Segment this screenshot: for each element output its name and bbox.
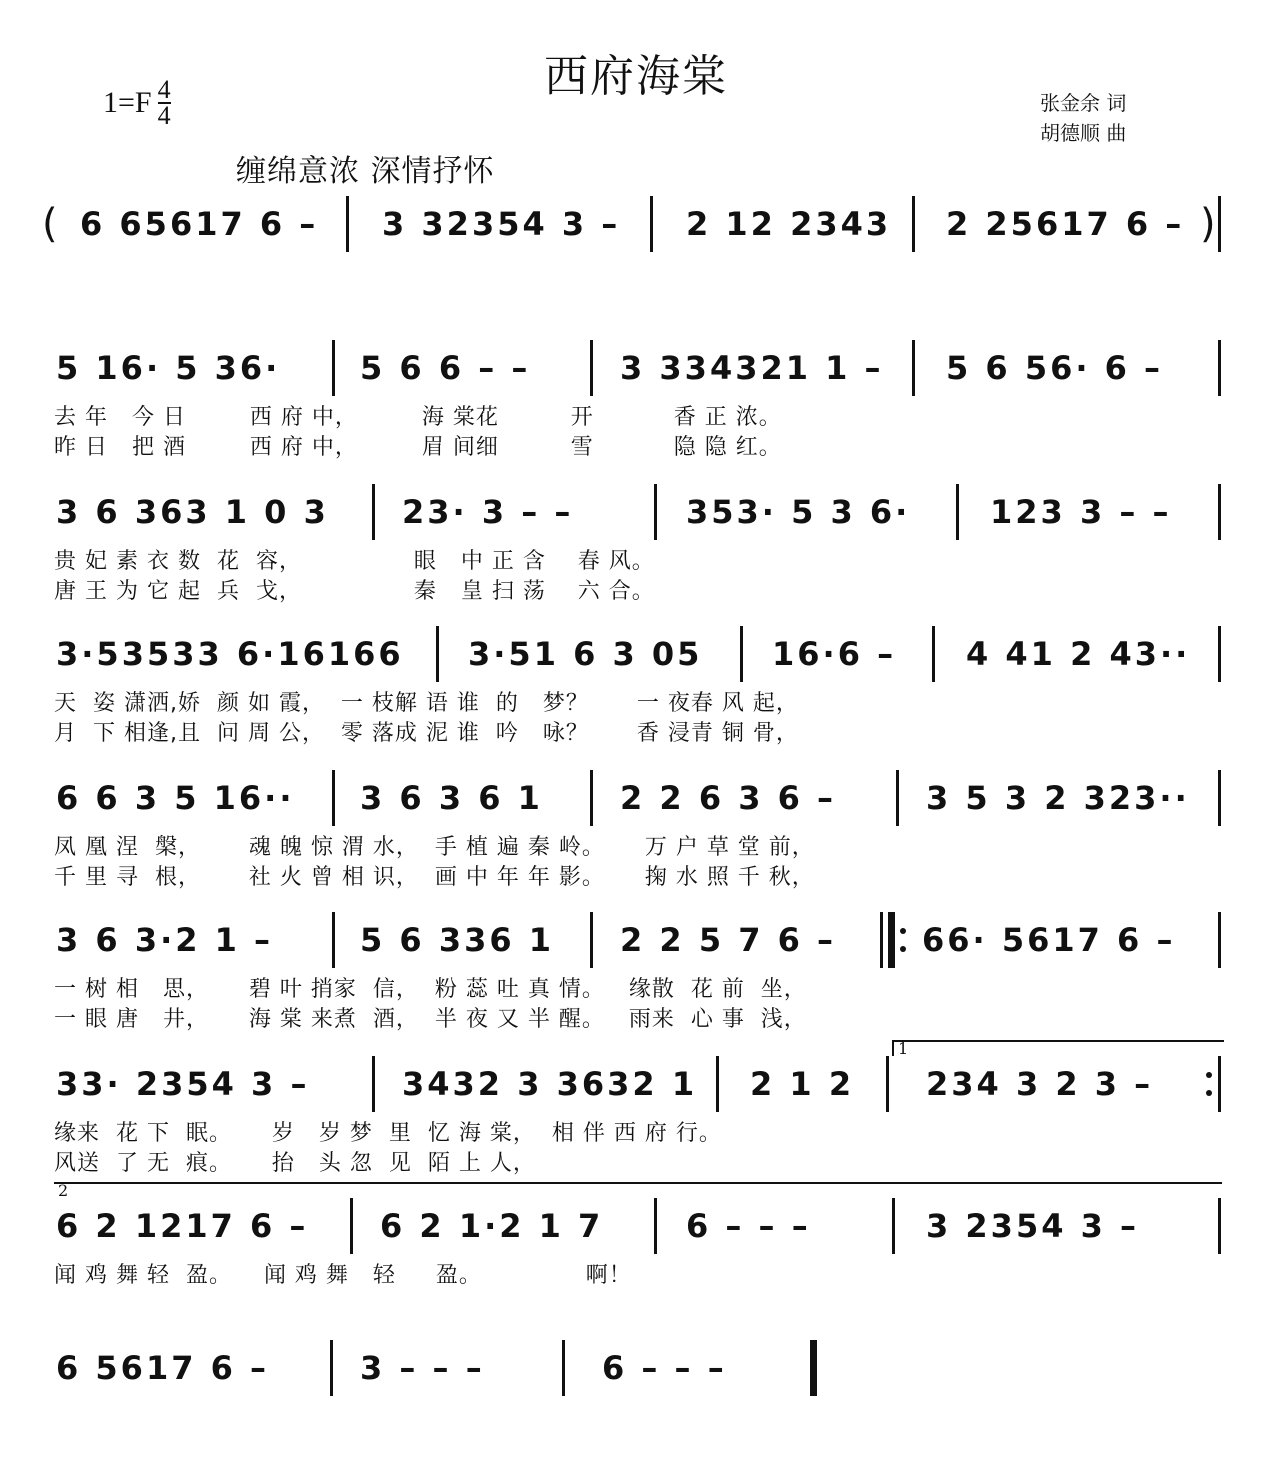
bar-line	[740, 626, 743, 682]
bar-line	[1218, 1056, 1221, 1112]
measure: 6 65617 6 –	[80, 205, 319, 243]
measure: 2 25617 6 –	[946, 205, 1185, 243]
credits	[1040, 88, 1126, 148]
repeat-start-dots	[900, 924, 906, 958]
bar-line	[590, 912, 593, 968]
lyrics-line: 昨 日 把 酒 西 府 中， 眉 间细 雪 隐 隐 红。	[54, 435, 782, 460]
measure: 6 2 1217 6 –	[56, 1207, 309, 1245]
notes-row	[50, 1181, 1230, 1254]
notes-row	[50, 626, 1230, 682]
lyricist-credit: 张金余 词	[1040, 91, 1127, 115]
lyrics-line: 天 姿 潇洒,娇 颜 如 霞， 一 枝解 语 谁 的 梦？ 一 夜春 风 起，	[54, 691, 799, 716]
measure: 3·53533 6·16166	[56, 635, 404, 673]
bar-line	[880, 912, 883, 968]
measure: 3432 3 3632 1	[402, 1065, 698, 1103]
bar-line	[896, 770, 899, 826]
score-system	[50, 1039, 1230, 1176]
bar-line	[1218, 484, 1221, 540]
measure: 2 12 2343	[686, 205, 892, 243]
notes-row	[50, 1340, 1230, 1396]
measure: 33· 2354 3 –	[56, 1065, 310, 1103]
measure: 5 6 336 1	[360, 921, 555, 959]
bar-line	[562, 1340, 565, 1396]
measure: 4 41 2 43··	[966, 635, 1191, 673]
bar-line	[1218, 626, 1221, 682]
bar-line	[330, 1340, 333, 1396]
tempo-marking: 缠绵意浓 深情抒怀	[236, 154, 495, 189]
bar-line	[590, 770, 593, 826]
bar-line	[654, 484, 657, 540]
measure: 3 6 3 6 1	[360, 779, 543, 817]
lyrics-line: 去 年 今 日 西 府 中， 海 棠花 开 香 正 浓。	[54, 405, 782, 430]
lyrics-line: 风送 了 无 痕。 抬 头 忽 见 陌 上 人，	[54, 1151, 536, 1176]
composer-credit: 胡德顺 曲	[1040, 121, 1127, 145]
bar-line	[716, 1056, 719, 1112]
intro-paren-close: )	[1200, 201, 1216, 247]
lyrics-line: 一 眼 唐 井， 海 棠 来煮 酒， 半 夜 又 半 醒。 雨来 心 事 浅，	[54, 1007, 807, 1032]
volta-bracket-2: 2	[54, 1182, 1222, 1198]
bar-line	[346, 196, 349, 252]
lyrics-line: 贵 妃 素 衣 数 花 容， 眼 中 正 含 春 风。	[54, 549, 655, 574]
bar-line	[332, 340, 335, 396]
bar-line	[1218, 340, 1221, 396]
intro-paren-open: (	[42, 201, 58, 247]
score-system	[50, 1340, 1230, 1460]
lyrics-line: 凤 凰 涅 槃， 魂 魄 惊 渭 水， 手 植 遍 秦 岭。 万 户 草 堂 前，	[54, 835, 815, 860]
measure: 234 3 2 3 –	[926, 1065, 1154, 1103]
measure: 23· 3 – –	[402, 493, 574, 531]
notes-row	[50, 912, 1230, 968]
score-system	[50, 484, 1230, 604]
measure: 3 6 363 1 0 3	[56, 493, 329, 531]
measure: 5 6 56· 6 –	[946, 349, 1164, 387]
bar-line	[372, 484, 375, 540]
bar-line	[1218, 196, 1221, 252]
bar-line	[1218, 770, 1221, 826]
notes-row	[50, 484, 1230, 540]
bar-line	[590, 340, 593, 396]
key-signature	[103, 75, 171, 130]
measure: 6 2 1·2 1 7	[380, 1207, 604, 1245]
measure: 3 5 3 2 323··	[926, 779, 1190, 817]
repeat-start-bar	[888, 912, 895, 968]
measure: 123 3 – –	[990, 493, 1172, 531]
bar-line	[810, 1340, 817, 1396]
bar-line	[350, 1198, 353, 1254]
time-signature	[157, 75, 171, 130]
score-system	[50, 912, 1230, 1032]
time-denominator: 4	[157, 101, 171, 130]
bar-line	[372, 1056, 375, 1112]
notes-row	[42, 196, 1230, 252]
bar-line	[912, 340, 915, 396]
bar-line	[956, 484, 959, 540]
measure: 3 2354 3 –	[926, 1207, 1140, 1245]
measure: 2 2 6 3 6 –	[620, 779, 837, 817]
volta-bracket-1: 1	[892, 1040, 1224, 1056]
bar-line	[436, 626, 439, 682]
lyrics-line: 唐 王 为 它 起 兵 戈， 秦 皇 扫 荡 六 合。	[54, 579, 655, 604]
bar-line	[1218, 912, 1221, 968]
score-system	[50, 770, 1230, 890]
time-numerator: 4	[157, 75, 171, 104]
measure: 3 334321 1 –	[620, 349, 884, 387]
bar-line	[332, 912, 335, 968]
measure: 66· 5617 6 –	[922, 921, 1176, 959]
bar-line	[332, 770, 335, 826]
lyrics-line: 一 树 相 思， 碧 叶 捎家 信， 粉 蕊 吐 真 情。 缘散 花 前 坐，	[54, 977, 807, 1002]
notes-row	[50, 770, 1230, 826]
measure: 6 5617 6 –	[56, 1349, 270, 1387]
notes-row	[50, 340, 1230, 396]
score-system	[50, 340, 1230, 460]
lyrics-line: 闻 鸡 舞 轻 盈。 闻 鸡 舞 轻 盈。 啊！	[54, 1263, 632, 1288]
measure: 6 6 3 5 16··	[56, 779, 295, 817]
bar-line	[912, 196, 915, 252]
score-title: 西府海棠	[544, 51, 728, 102]
lyrics-line: 月 下 相逢,且 问 周 公， 零 落成 泥 谁 吟 咏？ 香 浸青 铜 骨，	[54, 721, 799, 746]
measure: 3 32354 3 –	[382, 205, 621, 243]
measure: 2 1 2	[750, 1065, 855, 1103]
score-system	[50, 1181, 1230, 1318]
measure: 16·6 –	[772, 635, 897, 673]
measure: 3 – – –	[360, 1349, 485, 1387]
repeat-end-dots	[1206, 1068, 1212, 1102]
bar-line	[650, 196, 653, 252]
bar-line	[932, 626, 935, 682]
lyrics-line: 千 里 寻 根， 社 火 曾 相 识， 画 中 年 年 影。 掬 水 照 千 秋，	[54, 865, 815, 890]
score-system	[42, 196, 1230, 316]
key-label: 1=F	[103, 86, 152, 119]
measure: 5 16· 5 36·	[56, 349, 281, 387]
bar-line	[892, 1198, 895, 1254]
measure: 3 6 3·2 1 –	[56, 921, 274, 959]
measure: 6 – – –	[686, 1207, 811, 1245]
bar-line	[1218, 1198, 1221, 1254]
measure: 6 – – –	[602, 1349, 727, 1387]
measure: 2 2 5 7 6 –	[620, 921, 837, 959]
bar-line	[654, 1198, 657, 1254]
score-system	[50, 626, 1230, 746]
bar-line	[886, 1056, 889, 1112]
measure: 353· 5 3 6·	[686, 493, 911, 531]
notes-row	[50, 1039, 1230, 1112]
measure: 5 6 6 – –	[360, 349, 531, 387]
lyrics-line: 缘来 花 下 眠。 岁 岁 梦 里 忆 海 棠， 相 伴 西 府 行。	[54, 1121, 722, 1146]
measure: 3·51 6 3 05	[468, 635, 703, 673]
